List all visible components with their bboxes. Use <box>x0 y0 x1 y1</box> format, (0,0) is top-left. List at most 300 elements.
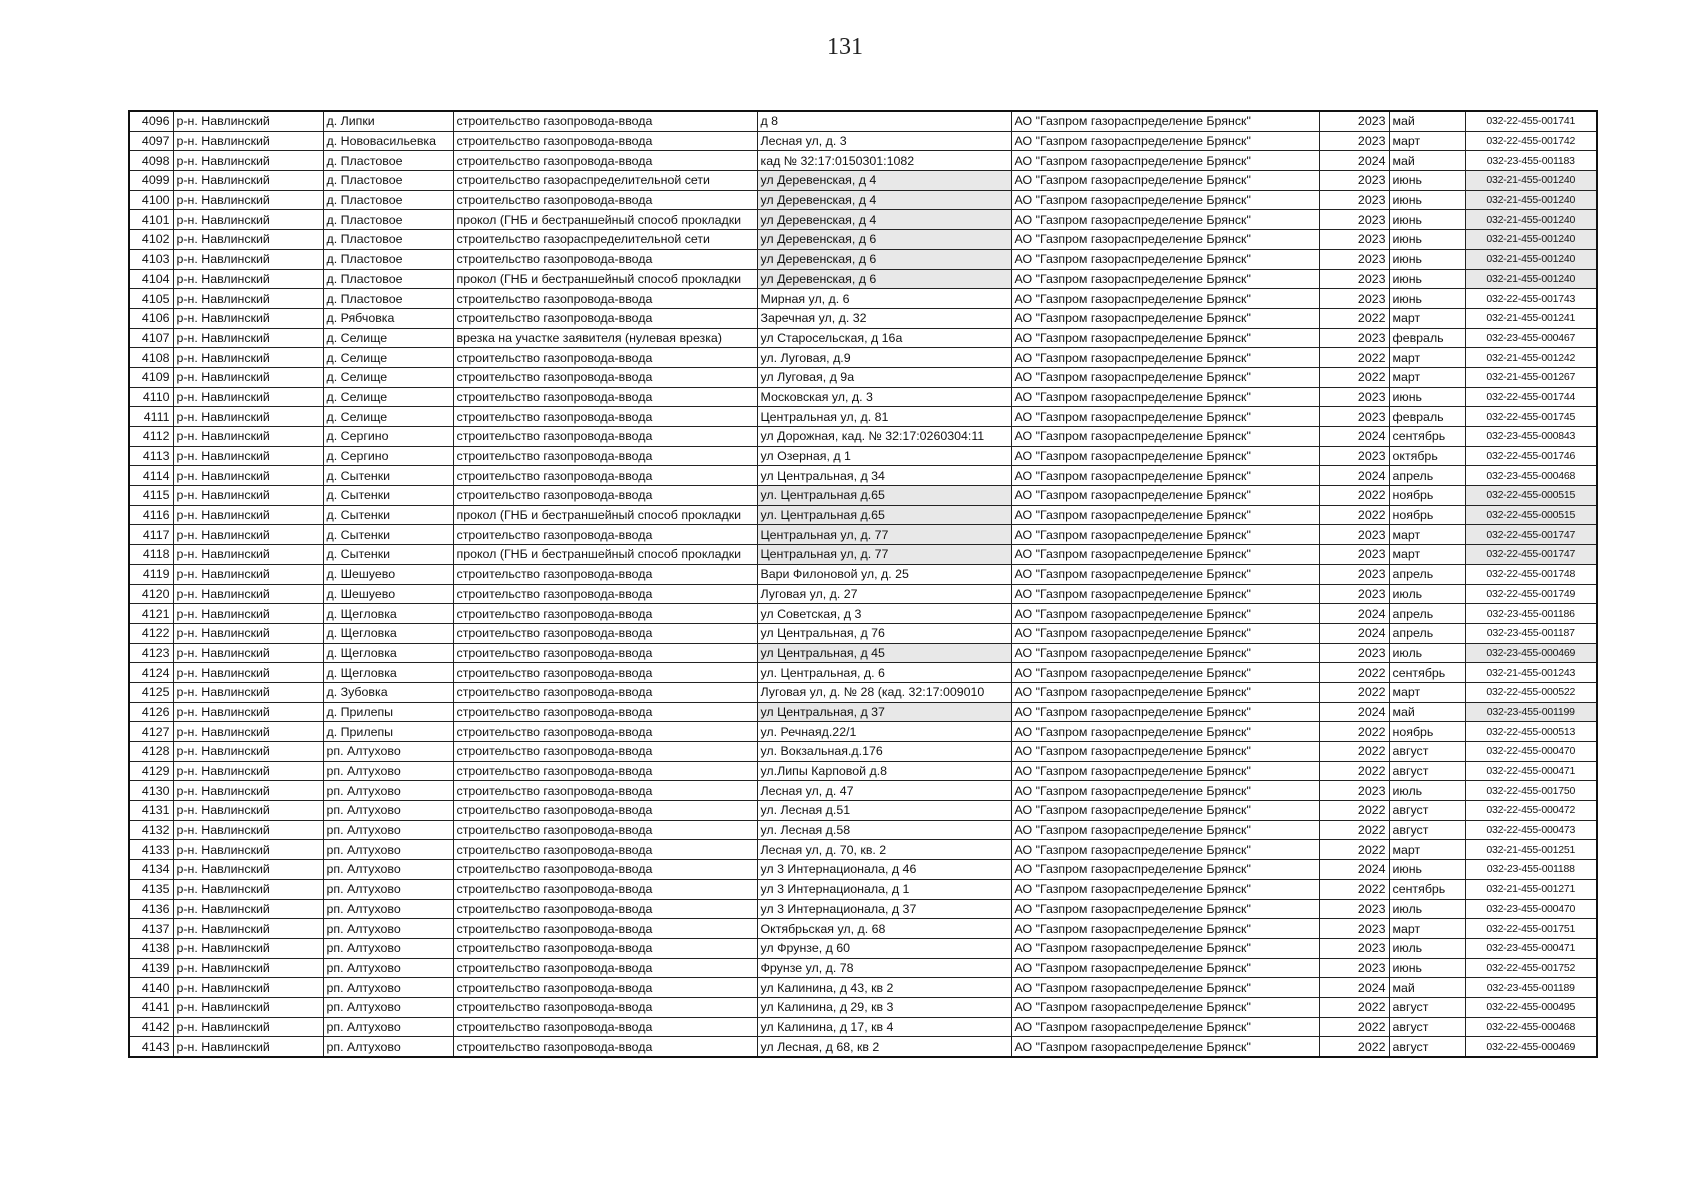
district-cell: р-н. Навлинский <box>173 249 323 269</box>
settlement-cell: д. Сергино <box>323 427 453 447</box>
year-cell: 2023 <box>1319 131 1389 151</box>
month-cell: август <box>1389 742 1465 762</box>
row-number: 4134 <box>129 860 173 880</box>
address-cell: ул Деревенская, д 4 <box>757 190 1011 210</box>
year-cell: 2023 <box>1319 781 1389 801</box>
organization-cell: АО "Газпром газораспределение Брянск" <box>1011 446 1319 466</box>
month-cell: сентябрь <box>1389 427 1465 447</box>
settlement-cell: рп. Алтухово <box>323 820 453 840</box>
registry-table <box>128 110 1598 1058</box>
year-cell: 2022 <box>1319 722 1389 742</box>
work-type-cell: строительство газопровода-ввода <box>453 486 757 506</box>
settlement-cell: д. Пластовое <box>323 230 453 250</box>
month-cell: май <box>1389 978 1465 998</box>
address-cell: д 8 <box>757 111 1011 131</box>
address-cell: Луговая ул, д. № 28 (кад. 32:17:009010 <box>757 682 1011 702</box>
district-cell: р-н. Навлинский <box>173 525 323 545</box>
year-cell: 2023 <box>1319 525 1389 545</box>
work-type-cell: строительство газопровода-ввода <box>453 919 757 939</box>
table-row <box>129 860 1597 880</box>
work-type-cell: строительство газопровода-ввода <box>453 781 757 801</box>
district-cell: р-н. Навлинский <box>173 545 323 565</box>
organization-cell: АО "Газпром газораспределение Брянск" <box>1011 111 1319 131</box>
settlement-cell: д. Пластовое <box>323 289 453 309</box>
code-cell: 032-22-455-001746 <box>1465 446 1597 466</box>
settlement-cell: д. Пластовое <box>323 151 453 171</box>
year-cell: 2024 <box>1319 702 1389 722</box>
month-cell: июнь <box>1389 249 1465 269</box>
row-number: 4109 <box>129 367 173 387</box>
work-type-cell: строительство газопровода-ввода <box>453 604 757 624</box>
year-cell: 2022 <box>1319 663 1389 683</box>
table-row <box>129 427 1597 447</box>
month-cell: июль <box>1389 781 1465 801</box>
year-cell: 2022 <box>1319 367 1389 387</box>
address-cell: Лесная ул, д. 47 <box>757 781 1011 801</box>
organization-cell: АО "Газпром газораспределение Брянск" <box>1011 958 1319 978</box>
organization-cell: АО "Газпром газораспределение Брянск" <box>1011 899 1319 919</box>
address-cell: ул.Липы Карповой д.8 <box>757 761 1011 781</box>
code-cell: 032-22-455-000471 <box>1465 761 1597 781</box>
row-number: 4138 <box>129 938 173 958</box>
address-cell: ул Лесная, д 68, кв 2 <box>757 1037 1011 1057</box>
settlement-cell: д. Шешуево <box>323 564 453 584</box>
year-cell: 2023 <box>1319 545 1389 565</box>
district-cell: р-н. Навлинский <box>173 308 323 328</box>
table-row <box>129 387 1597 407</box>
settlement-cell: д. Селище <box>323 387 453 407</box>
table-row <box>129 466 1597 486</box>
work-type-cell: строительство газопровода-ввода <box>453 899 757 919</box>
organization-cell: АО "Газпром газораспределение Брянск" <box>1011 328 1319 348</box>
work-type-cell: строительство газопровода-ввода <box>453 249 757 269</box>
table-row <box>129 1017 1597 1037</box>
row-number: 4133 <box>129 840 173 860</box>
address-cell: Октябрьская ул, д. 68 <box>757 919 1011 939</box>
organization-cell: АО "Газпром газораспределение Брянск" <box>1011 879 1319 899</box>
work-type-cell: строительство газопровода-ввода <box>453 938 757 958</box>
row-number: 4112 <box>129 427 173 447</box>
work-type-cell: строительство газопровода-ввода <box>453 111 757 131</box>
settlement-cell: рп. Алтухово <box>323 781 453 801</box>
table-row <box>129 151 1597 171</box>
organization-cell: АО "Газпром газораспределение Брянск" <box>1011 249 1319 269</box>
year-cell: 2023 <box>1319 249 1389 269</box>
district-cell: р-н. Навлинский <box>173 131 323 151</box>
month-cell: июнь <box>1389 190 1465 210</box>
table-row <box>129 1037 1597 1057</box>
district-cell: р-н. Навлинский <box>173 230 323 250</box>
district-cell: р-н. Навлинский <box>173 190 323 210</box>
organization-cell: АО "Газпром газораспределение Брянск" <box>1011 466 1319 486</box>
settlement-cell: рп. Алтухово <box>323 879 453 899</box>
table-row <box>129 111 1597 131</box>
year-cell: 2022 <box>1319 308 1389 328</box>
organization-cell: АО "Газпром газораспределение Брянск" <box>1011 348 1319 368</box>
year-cell: 2023 <box>1319 564 1389 584</box>
year-cell: 2022 <box>1319 997 1389 1017</box>
code-cell: 032-22-455-001744 <box>1465 387 1597 407</box>
organization-cell: АО "Газпром газораспределение Брянск" <box>1011 801 1319 821</box>
settlement-cell: д. Сытенки <box>323 545 453 565</box>
code-cell: 032-21-455-001243 <box>1465 663 1597 683</box>
month-cell: апрель <box>1389 623 1465 643</box>
district-cell: р-н. Навлинский <box>173 919 323 939</box>
code-cell: 032-21-455-001240 <box>1465 210 1597 230</box>
code-cell: 032-21-455-001240 <box>1465 171 1597 191</box>
year-cell: 2023 <box>1319 289 1389 309</box>
row-number: 4140 <box>129 978 173 998</box>
table-row <box>129 879 1597 899</box>
year-cell: 2023 <box>1319 919 1389 939</box>
work-type-cell: строительство газопровода-ввода <box>453 190 757 210</box>
work-type-cell: строительство газопровода-ввода <box>453 722 757 742</box>
year-cell: 2023 <box>1319 958 1389 978</box>
address-cell: ул Старосельская, д 16а <box>757 328 1011 348</box>
code-cell: 032-22-455-001749 <box>1465 584 1597 604</box>
month-cell: июнь <box>1389 958 1465 978</box>
month-cell: март <box>1389 308 1465 328</box>
organization-cell: АО "Газпром газораспределение Брянск" <box>1011 820 1319 840</box>
work-type-cell: строительство газопровода-ввода <box>453 682 757 702</box>
organization-cell: АО "Газпром газораспределение Брянск" <box>1011 367 1319 387</box>
address-cell: Центральная ул, д. 81 <box>757 407 1011 427</box>
settlement-cell: д. Сытенки <box>323 486 453 506</box>
work-type-cell: строительство газопровода-ввода <box>453 978 757 998</box>
organization-cell: АО "Газпром газораспределение Брянск" <box>1011 427 1319 447</box>
code-cell: 032-22-455-000495 <box>1465 997 1597 1017</box>
code-cell: 032-23-455-001183 <box>1465 151 1597 171</box>
month-cell: июнь <box>1389 171 1465 191</box>
row-number: 4137 <box>129 919 173 939</box>
table-row <box>129 584 1597 604</box>
row-number: 4116 <box>129 505 173 525</box>
code-cell: 032-21-455-001241 <box>1465 308 1597 328</box>
row-number: 4125 <box>129 682 173 702</box>
table-row <box>129 919 1597 939</box>
month-cell: август <box>1389 1037 1465 1057</box>
address-cell: ул 3 Интернационала, д 1 <box>757 879 1011 899</box>
work-type-cell: строительство газопровода-ввода <box>453 367 757 387</box>
table-row <box>129 407 1597 427</box>
code-cell: 032-22-455-001750 <box>1465 781 1597 801</box>
year-cell: 2023 <box>1319 230 1389 250</box>
year-cell: 2023 <box>1319 446 1389 466</box>
row-number: 4132 <box>129 820 173 840</box>
settlement-cell: д. Щегловка <box>323 604 453 624</box>
organization-cell: АО "Газпром газораспределение Брянск" <box>1011 387 1319 407</box>
year-cell: 2023 <box>1319 407 1389 427</box>
code-cell: 032-22-455-001752 <box>1465 958 1597 978</box>
table-row <box>129 230 1597 250</box>
month-cell: март <box>1389 525 1465 545</box>
settlement-cell: д. Прилепы <box>323 722 453 742</box>
table-row <box>129 761 1597 781</box>
district-cell: р-н. Навлинский <box>173 446 323 466</box>
table-row <box>129 486 1597 506</box>
organization-cell: АО "Газпром газораспределение Брянск" <box>1011 997 1319 1017</box>
work-type-cell: строительство газопровода-ввода <box>453 446 757 466</box>
settlement-cell: рп. Алтухово <box>323 978 453 998</box>
work-type-cell: строительство газопровода-ввода <box>453 801 757 821</box>
month-cell: март <box>1389 367 1465 387</box>
district-cell: р-н. Навлинский <box>173 997 323 1017</box>
month-cell: март <box>1389 919 1465 939</box>
address-cell: ул Советская, д 3 <box>757 604 1011 624</box>
address-cell: ул Центральная, д 37 <box>757 702 1011 722</box>
settlement-cell: рп. Алтухово <box>323 1037 453 1057</box>
address-cell: ул Деревенская, д 6 <box>757 249 1011 269</box>
row-number: 4105 <box>129 289 173 309</box>
organization-cell: АО "Газпром газораспределение Брянск" <box>1011 840 1319 860</box>
table-row <box>129 171 1597 191</box>
work-type-cell: строительство газопровода-ввода <box>453 997 757 1017</box>
table-row <box>129 958 1597 978</box>
code-cell: 032-22-455-000473 <box>1465 820 1597 840</box>
organization-cell: АО "Газпром газораспределение Брянск" <box>1011 564 1319 584</box>
month-cell: июнь <box>1389 387 1465 407</box>
settlement-cell: д. Зубовка <box>323 682 453 702</box>
year-cell: 2023 <box>1319 643 1389 663</box>
address-cell: ул. Лесная д.51 <box>757 801 1011 821</box>
code-cell: 032-22-455-000470 <box>1465 742 1597 762</box>
organization-cell: АО "Газпром газораспределение Брянск" <box>1011 742 1319 762</box>
organization-cell: АО "Газпром газораспределение Брянск" <box>1011 545 1319 565</box>
year-cell: 2023 <box>1319 584 1389 604</box>
row-number: 4130 <box>129 781 173 801</box>
table-row <box>129 328 1597 348</box>
code-cell: 032-23-455-000471 <box>1465 938 1597 958</box>
row-number: 4113 <box>129 446 173 466</box>
district-cell: р-н. Навлинский <box>173 387 323 407</box>
month-cell: июль <box>1389 899 1465 919</box>
district-cell: р-н. Навлинский <box>173 1037 323 1057</box>
code-cell: 032-21-455-001240 <box>1465 269 1597 289</box>
year-cell: 2024 <box>1319 151 1389 171</box>
month-cell: июнь <box>1389 269 1465 289</box>
year-cell: 2022 <box>1319 742 1389 762</box>
district-cell: р-н. Навлинский <box>173 682 323 702</box>
month-cell: ноябрь <box>1389 486 1465 506</box>
organization-cell: АО "Газпром газораспределение Брянск" <box>1011 210 1319 230</box>
row-number: 4141 <box>129 997 173 1017</box>
district-cell: р-н. Навлинский <box>173 269 323 289</box>
work-type-cell: строительство газораспределительной сети <box>453 230 757 250</box>
work-type-cell: прокол (ГНБ и бестраншейный способ прокладки <box>453 545 757 565</box>
organization-cell: АО "Газпром газораспределение Брянск" <box>1011 1017 1319 1037</box>
address-cell: ул Центральная, д 76 <box>757 623 1011 643</box>
month-cell: апрель <box>1389 466 1465 486</box>
settlement-cell: д. Селище <box>323 407 453 427</box>
year-cell: 2022 <box>1319 879 1389 899</box>
work-type-cell: строительство газопровода-ввода <box>453 879 757 899</box>
month-cell: март <box>1389 682 1465 702</box>
row-number: 4122 <box>129 623 173 643</box>
organization-cell: АО "Газпром газораспределение Брянск" <box>1011 525 1319 545</box>
work-type-cell: строительство газопровода-ввода <box>453 1017 757 1037</box>
table-row <box>129 623 1597 643</box>
registry-body <box>129 111 1597 1057</box>
district-cell: р-н. Навлинский <box>173 702 323 722</box>
settlement-cell: д. Нововасильевка <box>323 131 453 151</box>
code-cell: 032-23-455-000467 <box>1465 328 1597 348</box>
settlement-cell: д. Рябчовка <box>323 308 453 328</box>
address-cell: ул. Лесная д.58 <box>757 820 1011 840</box>
year-cell: 2022 <box>1319 505 1389 525</box>
settlement-cell: рп. Алтухово <box>323 742 453 762</box>
code-cell: 032-22-455-001742 <box>1465 131 1597 151</box>
row-number: 4107 <box>129 328 173 348</box>
table-row <box>129 938 1597 958</box>
work-type-cell: строительство газопровода-ввода <box>453 308 757 328</box>
month-cell: апрель <box>1389 564 1465 584</box>
work-type-cell: строительство газопровода-ввода <box>453 289 757 309</box>
month-cell: июнь <box>1389 210 1465 230</box>
work-type-cell: строительство газопровода-ввода <box>453 427 757 447</box>
organization-cell: АО "Газпром газораспределение Брянск" <box>1011 289 1319 309</box>
district-cell: р-н. Навлинский <box>173 801 323 821</box>
year-cell: 2024 <box>1319 623 1389 643</box>
address-cell: Центральная ул, д. 77 <box>757 525 1011 545</box>
year-cell: 2023 <box>1319 190 1389 210</box>
district-cell: р-н. Навлинский <box>173 623 323 643</box>
district-cell: р-н. Навлинский <box>173 210 323 230</box>
row-number: 4120 <box>129 584 173 604</box>
settlement-cell: д. Пластовое <box>323 269 453 289</box>
year-cell: 2022 <box>1319 840 1389 860</box>
table-row <box>129 446 1597 466</box>
settlement-cell: д. Пластовое <box>323 210 453 230</box>
address-cell: ул Деревенская, д 4 <box>757 210 1011 230</box>
row-number: 4101 <box>129 210 173 230</box>
month-cell: июнь <box>1389 289 1465 309</box>
work-type-cell: строительство газопровода-ввода <box>453 840 757 860</box>
month-cell: март <box>1389 348 1465 368</box>
address-cell: ул 3 Интернационала, д 37 <box>757 899 1011 919</box>
code-cell: 032-21-455-001240 <box>1465 230 1597 250</box>
organization-cell: АО "Газпром газораспределение Брянск" <box>1011 131 1319 151</box>
organization-cell: АО "Газпром газораспределение Брянск" <box>1011 761 1319 781</box>
settlement-cell: д. Селище <box>323 348 453 368</box>
month-cell: август <box>1389 761 1465 781</box>
table-row <box>129 978 1597 998</box>
table-row <box>129 820 1597 840</box>
row-number: 4117 <box>129 525 173 545</box>
address-cell: ул. Речнаяд.22/1 <box>757 722 1011 742</box>
year-cell: 2022 <box>1319 1017 1389 1037</box>
row-number: 4129 <box>129 761 173 781</box>
row-number: 4136 <box>129 899 173 919</box>
address-cell: кад № 32:17:0150301:1082 <box>757 151 1011 171</box>
organization-cell: АО "Газпром газораспределение Брянск" <box>1011 702 1319 722</box>
organization-cell: АО "Газпром газораспределение Брянск" <box>1011 860 1319 880</box>
address-cell: ул Луговая, д 9а <box>757 367 1011 387</box>
year-cell: 2023 <box>1319 111 1389 131</box>
organization-cell: АО "Газпром газораспределение Брянск" <box>1011 643 1319 663</box>
district-cell: р-н. Навлинский <box>173 820 323 840</box>
organization-cell: АО "Газпром газораспределение Брянск" <box>1011 722 1319 742</box>
work-type-cell: прокол (ГНБ и бестраншейный способ прокладки <box>453 505 757 525</box>
code-cell: 032-22-455-001743 <box>1465 289 1597 309</box>
code-cell: 032-22-455-000522 <box>1465 682 1597 702</box>
month-cell: август <box>1389 801 1465 821</box>
table-row <box>129 997 1597 1017</box>
district-cell: р-н. Навлинский <box>173 564 323 584</box>
settlement-cell: д. Сытенки <box>323 505 453 525</box>
month-cell: ноябрь <box>1389 505 1465 525</box>
row-number: 4098 <box>129 151 173 171</box>
table-row <box>129 525 1597 545</box>
year-cell: 2024 <box>1319 427 1389 447</box>
district-cell: р-н. Навлинский <box>173 958 323 978</box>
work-type-cell: строительство газопровода-ввода <box>453 131 757 151</box>
district-cell: р-н. Навлинский <box>173 289 323 309</box>
row-number: 4128 <box>129 742 173 762</box>
table-row <box>129 899 1597 919</box>
table-row <box>129 505 1597 525</box>
year-cell: 2023 <box>1319 210 1389 230</box>
row-number: 4118 <box>129 545 173 565</box>
address-cell: Лесная ул, д. 70, кв. 2 <box>757 840 1011 860</box>
year-cell: 2022 <box>1319 1037 1389 1057</box>
table-row <box>129 840 1597 860</box>
work-type-cell: строительство газопровода-ввода <box>453 663 757 683</box>
district-cell: р-н. Навлинский <box>173 742 323 762</box>
work-type-cell: строительство газопровода-ввода <box>453 623 757 643</box>
year-cell: 2022 <box>1319 801 1389 821</box>
code-cell: 032-23-455-000470 <box>1465 899 1597 919</box>
district-cell: р-н. Навлинский <box>173 328 323 348</box>
district-cell: р-н. Навлинский <box>173 663 323 683</box>
organization-cell: АО "Газпром газораспределение Брянск" <box>1011 919 1319 939</box>
year-cell: 2023 <box>1319 171 1389 191</box>
settlement-cell: д. Сытенки <box>323 525 453 545</box>
district-cell: р-н. Навлинский <box>173 860 323 880</box>
organization-cell: АО "Газпром газораспределение Брянск" <box>1011 938 1319 958</box>
table-row <box>129 190 1597 210</box>
row-number: 4097 <box>129 131 173 151</box>
page-number: 131 <box>827 34 863 60</box>
work-type-cell: строительство газопровода-ввода <box>453 761 757 781</box>
work-type-cell: строительство газопровода-ввода <box>453 564 757 584</box>
row-number: 4142 <box>129 1017 173 1037</box>
table-row <box>129 269 1597 289</box>
code-cell: 032-22-455-001747 <box>1465 525 1597 545</box>
year-cell: 2022 <box>1319 682 1389 702</box>
settlement-cell: д. Щегловка <box>323 663 453 683</box>
row-number: 4106 <box>129 308 173 328</box>
row-number: 4108 <box>129 348 173 368</box>
address-cell: ул. Центральная д.65 <box>757 486 1011 506</box>
month-cell: май <box>1389 111 1465 131</box>
work-type-cell: строительство газопровода-ввода <box>453 742 757 762</box>
code-cell: 032-23-455-001188 <box>1465 860 1597 880</box>
work-type-cell: строительство газопровода-ввода <box>453 860 757 880</box>
organization-cell: АО "Газпром газораспределение Брянск" <box>1011 663 1319 683</box>
code-cell: 032-23-455-001187 <box>1465 623 1597 643</box>
year-cell: 2024 <box>1319 860 1389 880</box>
code-cell: 032-22-455-000515 <box>1465 505 1597 525</box>
year-cell: 2022 <box>1319 348 1389 368</box>
address-cell: ул Деревенская, д 6 <box>757 269 1011 289</box>
month-cell: август <box>1389 997 1465 1017</box>
district-cell: р-н. Навлинский <box>173 1017 323 1037</box>
table-row <box>129 367 1597 387</box>
table-row <box>129 249 1597 269</box>
code-cell: 032-23-455-001199 <box>1465 702 1597 722</box>
address-cell: ул Центральная, д 45 <box>757 643 1011 663</box>
code-cell: 032-23-455-001186 <box>1465 604 1597 624</box>
